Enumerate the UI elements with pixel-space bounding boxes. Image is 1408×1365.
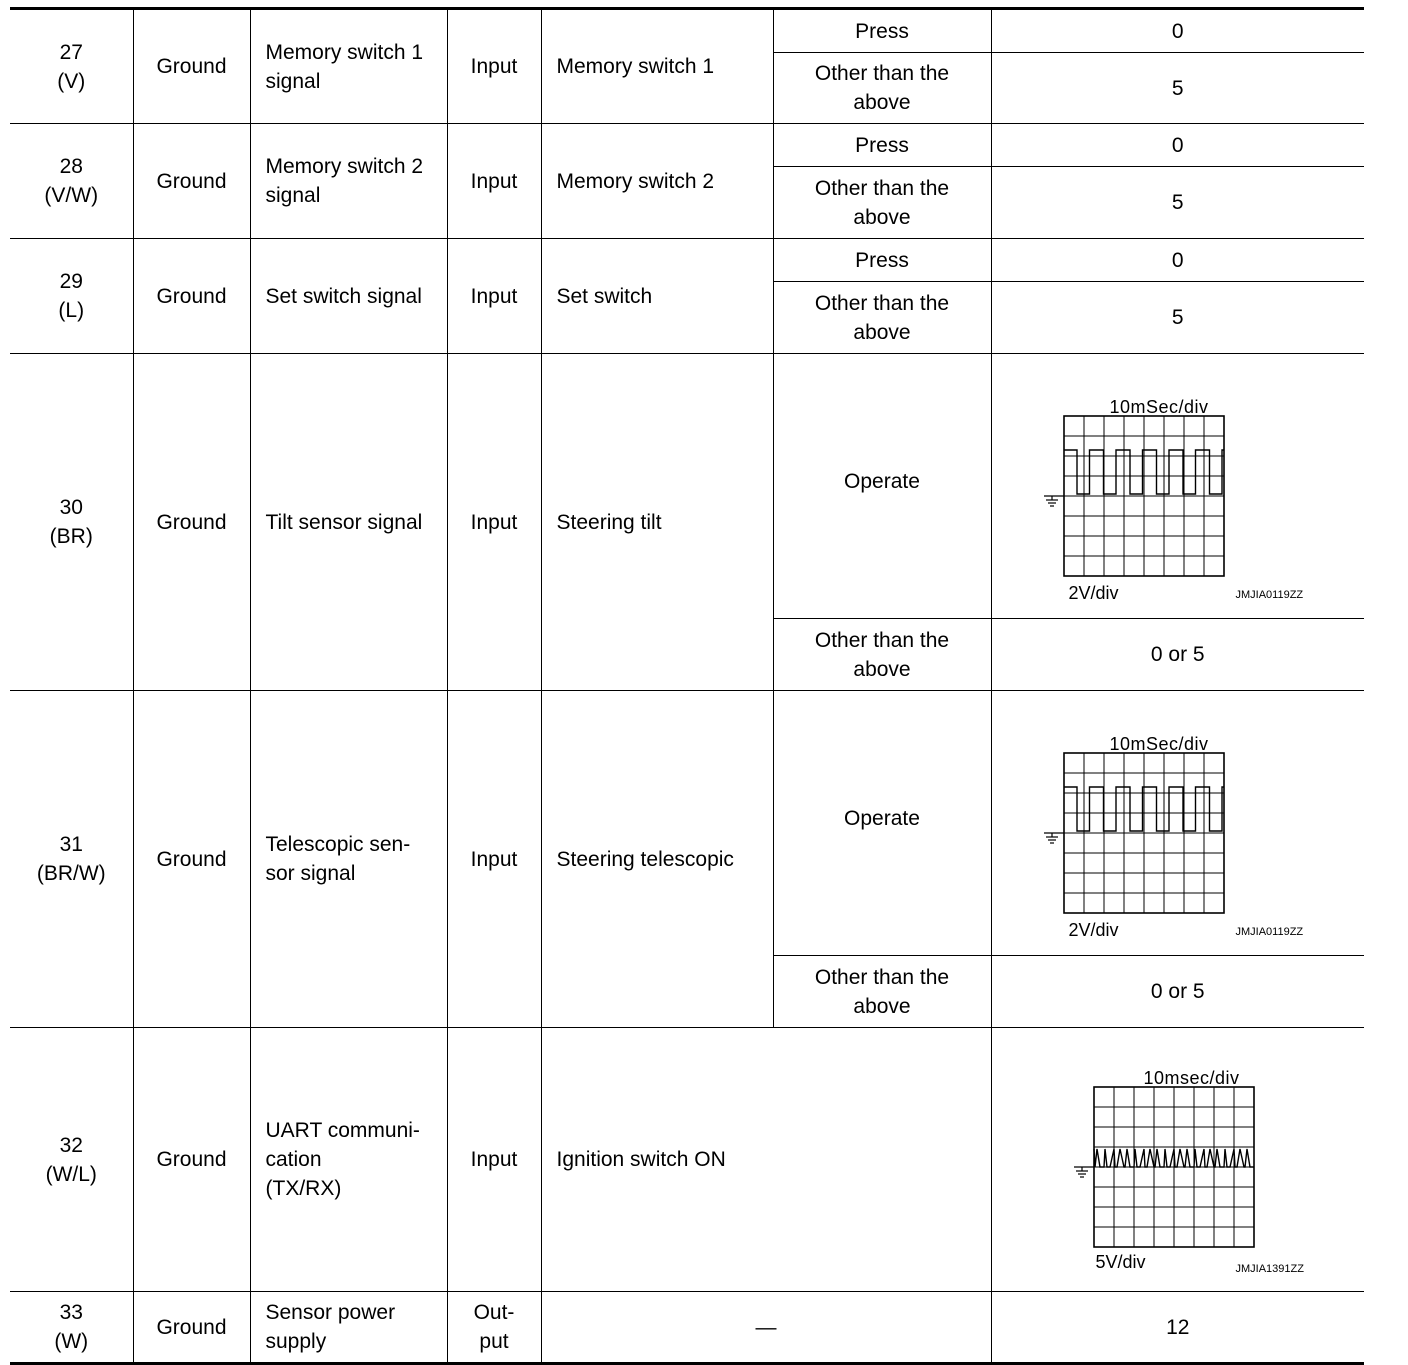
terminal-cell: 27 (V) [10, 9, 133, 124]
signal-name-cell: UART communi- cation (TX/RX) [250, 1028, 447, 1292]
terminal-cell: 31 (BR/W) [10, 691, 133, 1028]
signal-name-cell: Telescopic sen- sor signal [250, 691, 447, 1028]
ground-symbol-icon [1044, 496, 1064, 506]
io-cell: Input [447, 354, 541, 691]
state-cell: Press [773, 9, 991, 53]
figure-code: JMJIA1391ZZ [1235, 1263, 1304, 1275]
table-row [10, 239, 1364, 282]
io-cell: Input [447, 239, 541, 354]
state-cell: Operate [773, 691, 991, 956]
ground-cell: Ground [133, 1028, 250, 1292]
square-wave-graph [1042, 751, 1232, 919]
square-wave-graph [1042, 414, 1232, 582]
waveform-cell [991, 691, 1364, 956]
state-cell: Operate [773, 354, 991, 619]
condition-cell: Steering tilt [541, 354, 773, 691]
terminal-cell: 32 (W/L) [10, 1028, 133, 1292]
state-cell: Press [773, 239, 991, 282]
ground-cell: Ground [133, 239, 250, 354]
volt-division-label: 5V/div [1095, 1252, 1146, 1272]
value-cell: 0 or 5 [991, 956, 1364, 1028]
condition-cell: Ignition switch ON [541, 1028, 991, 1292]
state-cell: Other than the above [773, 956, 991, 1028]
ground-cell: Ground [133, 691, 250, 1028]
volt-division-label: 2V/div [1068, 920, 1119, 940]
value-cell: 0 [991, 239, 1364, 282]
terminal-cell: 33 (W) [10, 1292, 133, 1364]
ground-cell: Ground [133, 354, 250, 691]
figure-code: JMJIA0119ZZ [1235, 589, 1304, 601]
condition-cell: Steering telescopic [541, 691, 773, 1028]
uart-wave-graph [1072, 1085, 1262, 1253]
value-cell: 5 [991, 167, 1364, 239]
io-cell: Input [447, 9, 541, 124]
state-cell: Other than the above [773, 167, 991, 239]
io-cell: Input [447, 1028, 541, 1292]
table-row [10, 691, 1364, 956]
table-row [10, 1028, 1364, 1292]
state-cell: Press [773, 124, 991, 167]
condition-cell: — [541, 1292, 991, 1364]
condition-cell: Set switch [541, 239, 773, 354]
signal-name-cell: Memory switch 2 signal [250, 124, 447, 239]
terminal-cell: 28 (V/W) [10, 124, 133, 239]
io-cell: Out- put [447, 1292, 541, 1364]
figure-code: JMJIA0119ZZ [1235, 926, 1304, 938]
condition-cell: Memory switch 2 [541, 124, 773, 239]
signal-name-cell: Tilt sensor signal [250, 354, 447, 691]
io-cell: Input [447, 124, 541, 239]
oscilloscope-figure [992, 691, 1365, 955]
signal-name-cell: Set switch signal [250, 239, 447, 354]
waveform-cell [991, 1028, 1364, 1292]
io-cell: Input [447, 691, 541, 1028]
table-row [10, 124, 1364, 167]
ground-cell: Ground [133, 1292, 250, 1364]
time-division-label: 10mSec/div [1109, 734, 1209, 754]
time-division-label: 10msec/div [1143, 1068, 1240, 1088]
ground-symbol-icon [1044, 833, 1064, 843]
table-row [10, 1292, 1364, 1364]
state-cell: Other than the above [773, 619, 991, 691]
terminal-cell: 30 (BR) [10, 354, 133, 691]
waveform-cell [991, 354, 1364, 619]
state-cell: Other than the above [773, 282, 991, 354]
terminal-table [10, 7, 1364, 1365]
value-cell: 0 [991, 124, 1364, 167]
terminal-cell: 29 (L) [10, 239, 133, 354]
value-cell: 5 [991, 282, 1364, 354]
oscilloscope-figure [992, 1028, 1365, 1291]
table-row [10, 354, 1364, 619]
value-cell: 12 [991, 1292, 1364, 1364]
table-row [10, 9, 1364, 53]
value-cell: 0 [991, 9, 1364, 53]
oscilloscope-figure [992, 354, 1365, 618]
ground-cell: Ground [133, 9, 250, 124]
condition-cell: Memory switch 1 [541, 9, 773, 124]
ground-symbol-icon [1074, 1167, 1094, 1177]
value-cell: 0 or 5 [991, 619, 1364, 691]
ground-cell: Ground [133, 124, 250, 239]
state-cell: Other than the above [773, 53, 991, 124]
time-division-label: 10mSec/div [1109, 397, 1209, 417]
value-cell: 5 [991, 53, 1364, 124]
volt-division-label: 2V/div [1068, 583, 1119, 603]
signal-name-cell: Memory switch 1 signal [250, 9, 447, 124]
signal-name-cell: Sensor power supply [250, 1292, 447, 1364]
